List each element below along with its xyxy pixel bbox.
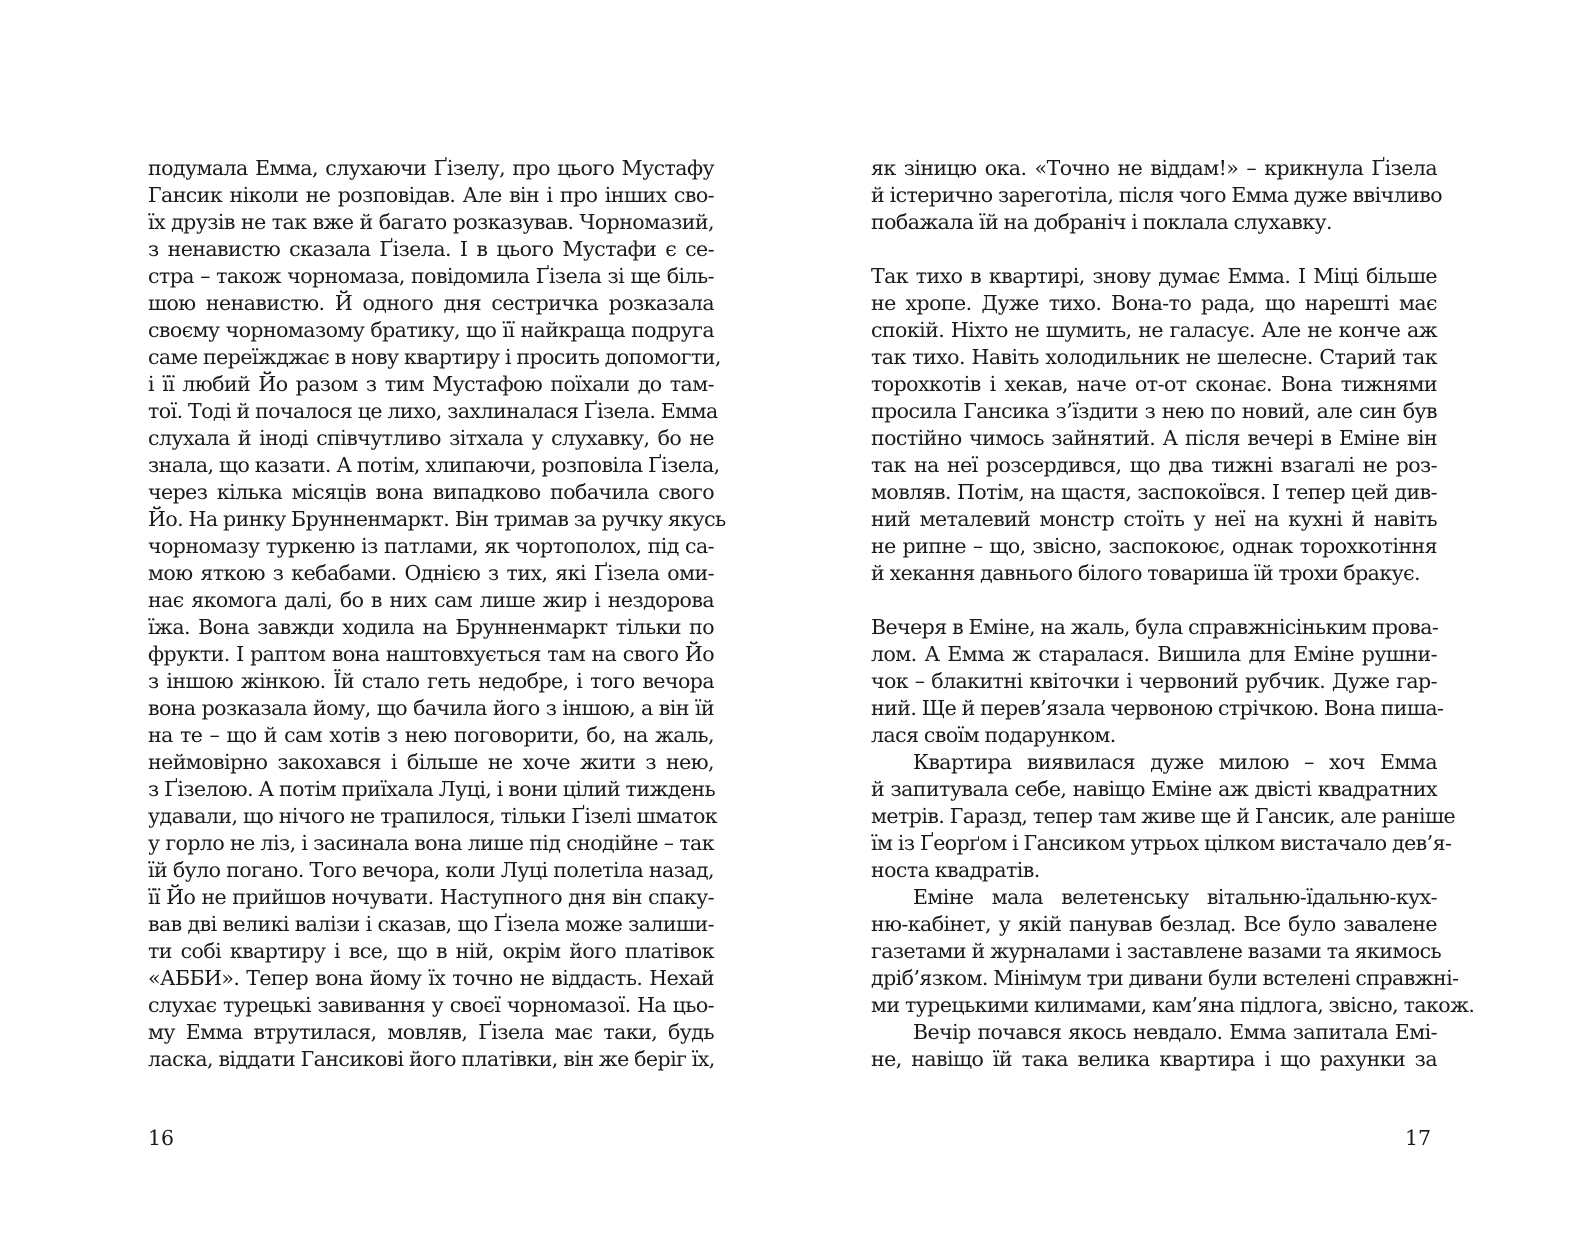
text-line: не хропе. Дуже тихо. Вона-то рада, що нарешті має: [871, 291, 1437, 315]
text-line: з Ґізелою. А потім приїхала Луці, і вони цілий тиждень: [148, 777, 716, 801]
text-line: знала, що казати. А потім, хлипаючи, розповіла Ґізела,: [148, 453, 720, 477]
text-line: ню-кабінет, у якій панував безлад. Все було завалене: [871, 912, 1437, 936]
text-line: так тихо. Навіть холодильник не шелесне. Старий так: [871, 345, 1437, 369]
text-line: Так тихо в квартирі, знову думає Емма. І Міці більше: [871, 264, 1437, 288]
text-line: ний металевий монстр стоїть у неї на кухні й навіть: [871, 507, 1437, 531]
text-line: на те – що й сам хотів з нею поговорити, бо, на жаль,: [148, 723, 714, 747]
text-line: «АББИ». Тепер вона йому їх точно не віддасть. Нехай: [148, 966, 714, 990]
paragraph-spacer: [871, 587, 1437, 614]
text-line: Гансик ніколи не розповідав. Але він і про інших сво-: [148, 183, 714, 207]
text-line: не, навіщо їй така велика квартира і що рахунки за: [871, 1047, 1437, 1071]
text-line: у горло не ліз, і засинала вона лише під снодійне – так: [148, 831, 714, 855]
text-line: тої. Тоді й почалося це лихо, захлиналася Ґізела. Емма: [148, 399, 718, 423]
left-page-text: [148, 155, 726, 1073]
text-line: Еміне мала велетенську вітальню-їдальню-кух-: [913, 885, 1437, 909]
left-page-number: 16: [148, 1126, 175, 1150]
text-line: не рипне – що, звісно, заспокоює, однак торохкотіння: [871, 534, 1437, 558]
text-line: ласка, віддати Гансикові його платівки, він же беріг їх,: [148, 1047, 715, 1071]
text-line: і її любий Йо разом з тим Мустафою поїхали до там-: [148, 372, 714, 396]
text-line: їм із Ґеорґом і Гансиком утрьох цілком вистачало дев’я-: [871, 831, 1452, 855]
text-line: й запитувала себе, навіщо Еміне аж двісті квадратних: [871, 777, 1437, 801]
text-line: удавали, що нічого не трапилося, тільки Ґізелі шматок: [148, 804, 718, 828]
text-line: їй було погано. Того вечора, коли Луці полетіла назад,: [148, 858, 714, 882]
text-line: мою яткою з кебабами. Однією з тих, які Ґізела оми-: [148, 561, 714, 585]
text-line: саме переїжджає в нову квартиру і просить допомогти,: [148, 345, 721, 369]
text-line: шою ненавистю. Й одного дня сестричка розказала: [148, 291, 714, 315]
text-line: просила Гансика з’їздити з нею по новий, але син був: [871, 399, 1437, 423]
right-page-text: [871, 155, 1475, 1073]
text-line: дріб’язком. Мінімум три дивани були встелені справжні-: [871, 966, 1459, 990]
text-line: ний. Ще й перев’язала червоною стрічкою. Вона пиша-: [871, 696, 1444, 720]
text-line: спокій. Ніхто не шумить, не галасує. Але не конче аж: [871, 318, 1437, 342]
text-line: їжа. Вона завжди ходила на Брунненмаркт тільки по: [148, 615, 714, 639]
text-line: ми турецькими килимами, кам’яна підлога, звісно, також.: [871, 993, 1475, 1017]
text-line: вона розказала йому, що бачила його з іншою, а він їй: [148, 696, 714, 720]
text-line: їх друзів не так вже й багато розказував. Чорномазий,: [148, 210, 714, 234]
paragraph-spacer: [871, 236, 1437, 263]
text-line: своєму чорномазому братику, що її найкраща подруга: [148, 318, 714, 342]
text-line: її Йо не прийшов ночувати. Наступного дня він спаку-: [148, 885, 714, 909]
text-line: з ненавистю сказала Ґізела. І в цього Мустафи є се-: [148, 237, 714, 261]
text-line: метрів. Гаразд, тепер там живе ще й Гансик, але раніше: [871, 804, 1456, 828]
text-line: ти собі квартиру і все, що в ній, окрім його платівок: [148, 939, 714, 963]
text-line: слухала й іноді співчутливо зітхала у слухавку, бо не: [148, 426, 714, 450]
text-line: Йо. На ринку Брунненмаркт. Він тримав за ручку якусь: [148, 507, 726, 531]
right-page: [797, 0, 1594, 1258]
text-line: му Емма втрутилася, мовляв, Ґізела має таки, будь: [148, 1020, 714, 1044]
text-line: побажала їй на добраніч і поклала слухавку.: [871, 210, 1333, 234]
text-line: як зіницю ока. «Точно не віддам!» – крикнула Ґізела: [871, 156, 1437, 180]
text-line: так на неї розсердився, що два тижні взагалі не роз-: [871, 453, 1437, 477]
text-line: Вечеря в Еміне, на жаль, була справжнісіньким прова-: [871, 615, 1439, 639]
text-line: через кілька місяців вона випадково побачила свого: [148, 480, 714, 504]
text-line: чок – блакитні квіточки і червоний рубчик. Дуже гар-: [871, 669, 1437, 693]
text-line: Квартира виявилася дуже милою – хоч Емма: [913, 750, 1437, 774]
text-line: нає якомога далі, бо в них сам лише жир і нездорова: [148, 588, 714, 612]
text-line: й істерично зареготіла, після чого Емма дуже ввічливо: [871, 183, 1443, 207]
text-line: постійно чимось зайнятий. А після вечері в Еміне він: [871, 426, 1437, 450]
text-line: слухає турецькі завивання у своєї чорномазої. На цьо-: [148, 993, 714, 1017]
text-line: мовляв. Потім, на щастя, заспокоївся. І тепер цей див-: [871, 480, 1437, 504]
text-line: Вечір почався якось невдало. Емма запитала Емі-: [913, 1020, 1437, 1044]
text-line: з іншою жінкою. Їй стало геть недобре, і того вечора: [148, 669, 714, 693]
text-line: неймовірно закохався і більше не хоче жити з нею,: [148, 750, 714, 774]
text-line: подумала Емма, слухаючи Ґізелу, про цього Мустафу: [148, 156, 714, 180]
text-line: носта квадратів.: [871, 858, 1040, 882]
text-line: стра – також чорномаза, повідомила Ґізела зі ще біль-: [148, 264, 714, 288]
text-line: вав дві великі валізи і сказав, що Ґізела може залиши-: [148, 912, 714, 936]
right-page-number: 17: [1405, 1126, 1432, 1150]
text-line: й хекання давнього білого товариша їй трохи бракує.: [871, 561, 1421, 585]
text-line: лом. А Емма ж старалася. Вишила для Еміне рушни-: [871, 642, 1437, 666]
text-line: торохкотів і хекав, наче от-от сконає. Вона тижнями: [871, 372, 1437, 396]
text-line: фрукти. І раптом вона наштовхується там на свого Йо: [148, 642, 714, 666]
text-line: газетами й журналами і заставлене вазами та якимось: [871, 939, 1442, 963]
text-line: лася своїм подарунком.: [871, 723, 1116, 747]
text-line: чорномазу туркеню із патлами, як чортополох, під са-: [148, 534, 714, 558]
